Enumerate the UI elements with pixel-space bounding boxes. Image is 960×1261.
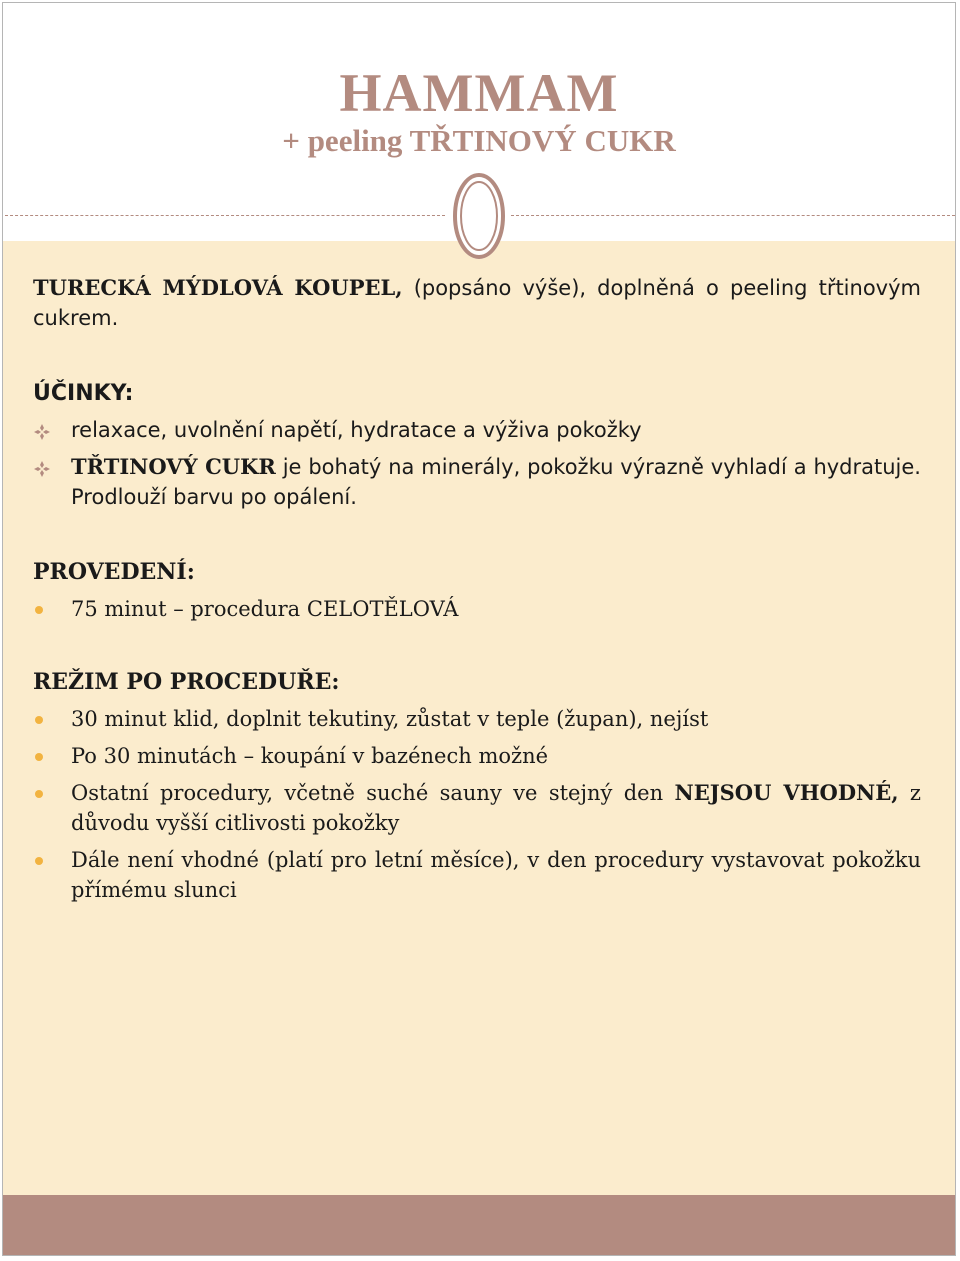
rezim-item-3-bold: NEJSOU VHODNÉ, [674,780,899,805]
rezim-item-1: 30 minut klid, doplnit tekutiny, zůstat v teple (župan), nejíst [71,707,709,731]
rezim-item-4: Dále není vhodné (platí pro letní měsíce), v den procedury vystavovat pokožku přímému slunci [71,848,921,902]
footer-bar [3,1195,955,1255]
diamond-bullet-icon [33,423,51,441]
provedeni-heading: PROVEDENÍ: [33,559,195,585]
rezim-item-3-text: Ostatní procedury, včetně suché sauny ve stejný den [71,781,675,805]
ucinky-heading: ÚČINKY: [33,381,134,406]
list-item [33,452,921,512]
ucinky-item-2-text: je bohatý na minerály, pokožku výrazně vyhladí a hydratuje. Prodlouží barvu po opálení. [71,455,921,509]
ucinky-item-1: relaxace, uvolnění napětí, hydratace a výživa pokožky [71,418,642,442]
bullet-dot-icon [35,857,43,865]
intro-text: (popsáno výše), doplněná o peeling třtinovým cukrem. [33,276,921,330]
list-item [33,594,921,624]
diamond-bullet-icon [33,460,51,478]
rezim-item-2: Po 30 minutách – koupání v bazénech možné [71,744,549,768]
content-area [3,241,955,1195]
page-title: HAMMAM [339,63,619,123]
ucinky-item-2-bold: TŘTINOVÝ CUKR [71,454,276,479]
intro-lead: TURECKÁ MÝDLOVÁ KOUPEL, [33,275,403,300]
list-item [33,415,921,445]
page-subtitle: + peeling TŘTINOVÝ CUKR [282,123,676,158]
bullet-dot-icon [35,606,43,614]
bullet-dot-icon [35,790,43,798]
list-item [33,845,921,905]
list-item [33,741,921,771]
divider-left [5,215,445,216]
rezim-heading: REŽIM PO PROCEDUŘE: [33,669,340,695]
bullet-dot-icon [35,753,43,761]
bullet-dot-icon [35,716,43,724]
slide [2,2,956,1256]
ucinky-item-2 [71,452,921,512]
oval-ornament-icon [451,171,507,261]
divider-right [511,215,955,216]
rezim-item-3-after: z důvodu vyšší citlivosti pokožky [71,781,921,835]
intro-paragraph [33,273,921,333]
rezim-item-3 [71,778,921,838]
provedeni-item-1: 75 minut – procedura CELOTĚLOVÁ [71,597,459,621]
list-item [33,704,921,734]
list-item [33,778,921,838]
